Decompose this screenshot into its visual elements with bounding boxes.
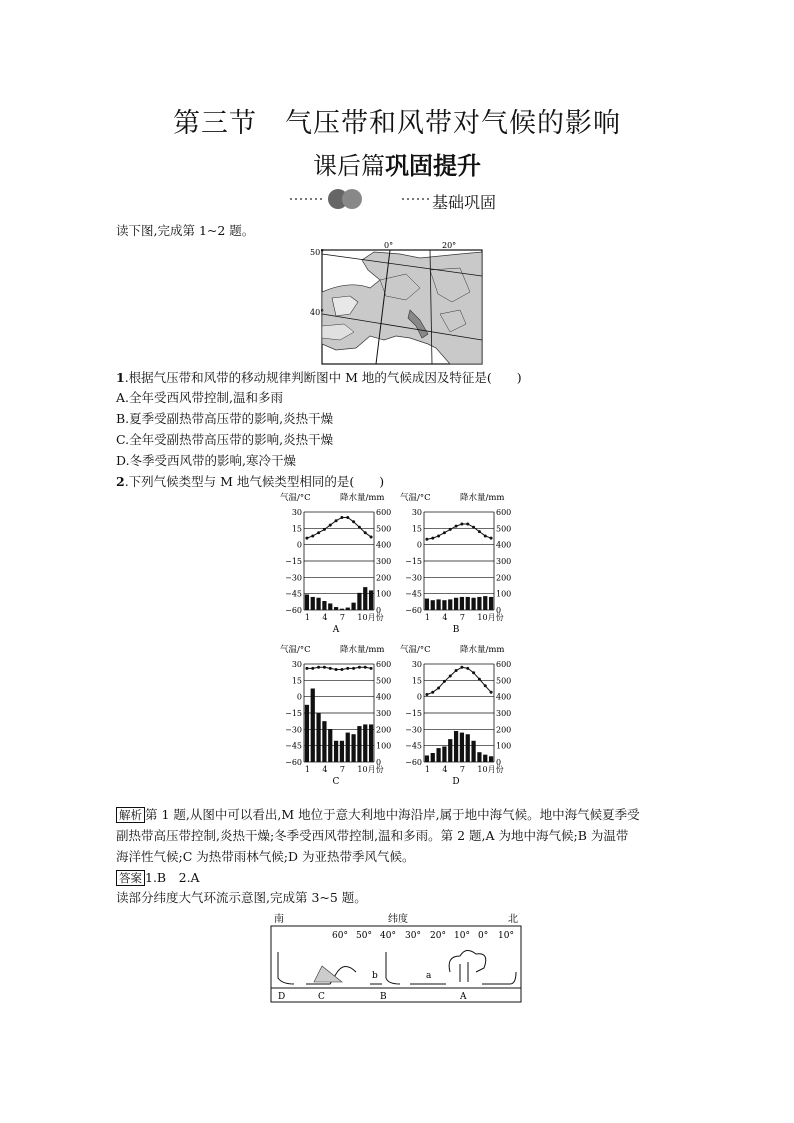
temp-point [478, 678, 481, 681]
temp-point [484, 684, 487, 687]
precip-bar [334, 607, 338, 610]
temp-tick-label: −60 [405, 606, 422, 615]
climate-chart-b [398, 490, 520, 640]
temp-tick-label: −30 [285, 573, 302, 583]
temp-tick-label: −15 [405, 709, 422, 718]
month-label: 1 [304, 613, 311, 622]
precip-tick-label: 100 [376, 589, 392, 599]
precip-bar [311, 689, 315, 763]
precip-tick-label: 500 [496, 524, 512, 534]
precip-tick-label: 400 [496, 692, 512, 702]
q1-option-b: B.夏季受副热带高压带的影响,炎热干燥 [116, 411, 334, 426]
temp-tick-label: −15 [285, 557, 302, 566]
temp-point [352, 667, 355, 670]
precip-bar [305, 705, 309, 762]
precip-bar [357, 593, 361, 610]
precip-bar [363, 587, 367, 610]
temp-point [425, 538, 428, 541]
temp-point [466, 667, 469, 670]
lat-40: 40° [380, 931, 396, 941]
precip-tick-label: 600 [376, 660, 392, 669]
question-1: 1.根据气压带和风带的移动规律判断图中 M 地的气候成因及特征是( ) [116, 370, 522, 385]
chart-letter: B [452, 625, 460, 635]
temp-tick-label: 15 [411, 524, 422, 534]
temp-point [437, 534, 440, 537]
precip-bar [425, 599, 429, 610]
temp-tick-label: 15 [411, 676, 422, 686]
temp-point [370, 667, 373, 670]
temp-tick-label: 15 [291, 524, 302, 534]
page-title: 第三节 气压带和风带对气候的影响 [173, 108, 621, 139]
precip-bar [483, 755, 487, 762]
temp-line [427, 667, 491, 694]
map-lat-40: 40° [310, 308, 325, 317]
precip-tick-label: 200 [496, 573, 512, 583]
zone-b: B [380, 992, 387, 1002]
temp-point [425, 693, 428, 696]
temp-tick-label: −60 [285, 606, 302, 615]
month-label: 1 [424, 613, 431, 622]
precip-bar [351, 734, 355, 762]
precip-tick-label: 100 [496, 589, 512, 599]
precip-bar [454, 731, 458, 762]
month-label: 4 [322, 613, 328, 622]
precip-bar [466, 734, 470, 762]
precip-bar [442, 746, 446, 762]
temp-line [307, 667, 371, 669]
month-label: 7 [339, 613, 346, 622]
month-label: 7 [459, 765, 466, 774]
precip-bar [471, 741, 475, 762]
temp-tick-label: −30 [405, 573, 422, 583]
precip-bar [305, 594, 309, 610]
month-label: 10月份 [357, 765, 384, 774]
precip-tick-label: 100 [376, 741, 392, 751]
map-lon-0: 0° [384, 241, 394, 250]
label-latitude: 纬度 [388, 914, 408, 925]
precip-axis-label: 降水量/mm [460, 645, 505, 655]
lat-10: 10° [454, 931, 470, 941]
temp-axis-label: 气温/°C [280, 645, 311, 655]
temp-point [340, 668, 343, 671]
temp-tick-label: 30 [291, 508, 302, 517]
temp-point [466, 522, 469, 525]
temp-tick-label: −15 [285, 709, 302, 718]
q1-option-d: D.冬季受西风带的影响,寒冷干燥 [116, 453, 297, 468]
precip-bar [369, 590, 373, 610]
precip-bar [328, 729, 332, 762]
precip-bar [340, 741, 344, 762]
precip-tick-label: 400 [496, 540, 512, 550]
precip-tick-label: 200 [496, 725, 512, 735]
chart-letter: A [332, 625, 340, 635]
precip-tick-label: 600 [496, 660, 512, 669]
temp-point [305, 667, 308, 670]
section-deco-icon [286, 186, 436, 212]
answer-tag: 答案 [116, 870, 145, 886]
temp-point [449, 528, 452, 531]
precip-tick-label: 600 [376, 508, 392, 517]
precip-bar [363, 724, 367, 762]
temp-axis-label: 气温/°C [400, 493, 431, 503]
temp-point [346, 667, 349, 670]
temp-point [431, 537, 434, 540]
temp-point [460, 522, 463, 525]
analysis-line-3: 海洋性气候;C 为热带雨林气候;D 为亚热带季风气候。 [116, 849, 415, 864]
intro-text-2: 读部分纬度大气环流示意图,完成第 3~5 题。 [116, 890, 367, 905]
temp-point [329, 667, 332, 670]
precip-bar [460, 733, 464, 762]
temp-point [329, 524, 332, 527]
temp-tick-label: 0 [296, 540, 302, 550]
precip-bar [442, 600, 446, 610]
precip-bar [340, 609, 344, 610]
chart-letter: D [452, 777, 460, 787]
precip-axis-label: 降水量/mm [460, 493, 505, 503]
temp-line [427, 524, 491, 539]
precip-bar [489, 597, 493, 610]
precip-bar [311, 597, 315, 610]
circulation-diagram [270, 912, 524, 1004]
precip-tick-label: 500 [376, 676, 392, 686]
temp-tick-label: −60 [285, 758, 302, 767]
temp-tick-label: −45 [405, 741, 422, 751]
zone-c: C [318, 992, 325, 1002]
map-lon-20: 20° [442, 241, 457, 250]
precip-tick-label: 0 [376, 758, 382, 767]
month-label: 4 [442, 765, 448, 774]
temp-point [311, 667, 314, 670]
temp-axis-label: 气温/°C [400, 645, 431, 655]
precip-bar [436, 599, 440, 610]
page-subtitle: 课后篇巩固提升 [313, 152, 481, 180]
precip-tick-label: 400 [376, 692, 392, 702]
temp-point [460, 666, 463, 669]
temp-tick-label: −15 [405, 557, 422, 566]
precip-bar [483, 596, 487, 610]
chart-letter: C [332, 777, 340, 787]
temp-point [317, 531, 320, 534]
month-label: 7 [339, 765, 346, 774]
precip-tick-label: 400 [376, 540, 392, 550]
precip-tick-label: 200 [376, 725, 392, 735]
precip-bar [489, 756, 493, 762]
precip-bar [471, 598, 475, 610]
month-label: 4 [442, 613, 448, 622]
temp-point [358, 526, 361, 529]
precip-tick-label: 0 [496, 758, 502, 767]
precip-tick-label: 600 [496, 508, 512, 517]
q1-option-c: C.全年受副热带高压带的影响,炎热干燥 [116, 432, 334, 447]
temp-point [335, 668, 338, 671]
temp-tick-label: −45 [285, 741, 302, 751]
europe-map [310, 240, 488, 368]
climate-chart-c [278, 642, 400, 792]
precip-bar [322, 601, 326, 610]
mark-b: b [372, 971, 378, 981]
precip-bar [460, 597, 464, 610]
month-label: 4 [322, 765, 328, 774]
temp-point [335, 519, 338, 522]
precip-bar [322, 721, 326, 762]
temp-tick-label: 0 [416, 692, 422, 702]
question-2: 2.下列气候类型与 M 地气候类型相同的是( ) [116, 474, 385, 489]
precip-bar [369, 724, 373, 762]
precip-tick-label: 500 [496, 676, 512, 686]
temp-point [317, 666, 320, 669]
temp-point [455, 669, 458, 672]
precip-bar [357, 726, 361, 762]
answer-line: 答案 1.B 2.A [116, 868, 200, 888]
zone-a: A [460, 992, 467, 1002]
climate-chart-a [278, 490, 400, 640]
precip-bar [328, 603, 332, 610]
zone-d: D [278, 992, 286, 1002]
temp-point [346, 516, 349, 519]
lat-10n: 10° [498, 931, 514, 941]
section-label: 基础巩固 [432, 193, 497, 212]
precip-tick-label: 0 [496, 606, 502, 615]
precip-tick-label: 300 [496, 709, 512, 718]
temp-point [455, 525, 458, 528]
climate-chart-d [398, 642, 520, 792]
temp-tick-label: −30 [405, 725, 422, 735]
precip-bar [346, 733, 350, 762]
temp-tick-label: −60 [405, 758, 422, 767]
temp-point [352, 520, 355, 523]
precip-bar [431, 753, 435, 762]
temp-point [305, 537, 308, 540]
temp-point [311, 534, 314, 537]
temp-tick-label: 30 [411, 508, 422, 517]
month-label: 10月份 [477, 613, 504, 622]
label-north: 北 [508, 914, 518, 925]
precip-bar [477, 752, 481, 762]
q1-option-a: A.全年受西风带控制,温和多雨 [116, 390, 283, 405]
mark-a: a [426, 971, 432, 981]
analysis-line-1: 解析 第 1 题,从图中可以看出,M 地位于意大利地中海沿岸,属于地中海气候。地中海气候夏季受 [116, 805, 640, 825]
precip-tick-label: 100 [496, 741, 512, 751]
precip-tick-label: 300 [496, 557, 512, 566]
temp-tick-label: −45 [285, 589, 302, 599]
temp-point [437, 686, 440, 689]
label-south: 南 [274, 914, 284, 925]
precip-axis-label: 降水量/mm [340, 493, 385, 503]
precip-bar [351, 603, 355, 610]
temp-tick-label: −45 [405, 589, 422, 599]
temp-point [340, 516, 343, 519]
month-label: 7 [459, 613, 466, 622]
lat-50: 50° [356, 931, 372, 941]
temp-point [490, 691, 493, 694]
temp-point [370, 536, 373, 539]
temp-tick-label: 0 [416, 540, 422, 550]
temp-point [443, 680, 446, 683]
precip-bar [477, 597, 481, 610]
temp-point [323, 528, 326, 531]
temp-axis-label: 气温/°C [280, 493, 311, 503]
temp-tick-label: −30 [285, 725, 302, 735]
lat-0: 0° [478, 931, 489, 941]
temp-point [443, 531, 446, 534]
temp-point [478, 530, 481, 533]
precip-bar [334, 741, 338, 762]
temp-line [307, 517, 371, 538]
precip-bar [316, 713, 320, 762]
temp-tick-label: 0 [296, 692, 302, 702]
month-label: 1 [424, 765, 431, 774]
precip-tick-label: 300 [376, 557, 392, 566]
temp-point [490, 537, 493, 540]
temp-point [364, 666, 367, 669]
precip-bar [454, 598, 458, 610]
precip-bar [448, 739, 452, 762]
precip-tick-label: 500 [376, 524, 392, 534]
precip-bar [448, 599, 452, 610]
precip-bar [466, 597, 470, 610]
precip-tick-label: 300 [376, 709, 392, 718]
temp-point [431, 691, 434, 694]
precip-bar [316, 598, 320, 610]
temp-point [364, 531, 367, 534]
month-label: 1 [304, 765, 311, 774]
analysis-line-2: 副热带高压带控制,炎热干燥;冬季受西风带控制,温和多雨。第 2 题,A 为地中海气候;B 为温带 [116, 828, 629, 843]
temp-point [323, 666, 326, 669]
precip-bar [346, 608, 350, 610]
precip-bar [436, 748, 440, 762]
precip-axis-label: 降水量/mm [340, 645, 385, 655]
temp-point [472, 671, 475, 674]
analysis-tag: 解析 [116, 807, 145, 823]
precip-tick-label: 0 [376, 606, 382, 615]
precip-bar [425, 755, 429, 762]
precip-tick-label: 200 [376, 573, 392, 583]
temp-point [358, 666, 361, 669]
intro-text: 读下图,完成第 1~2 题。 [116, 223, 255, 238]
map-lat-50: 50° [310, 248, 325, 257]
temp-tick-label: 30 [411, 660, 422, 669]
precip-bar [431, 600, 435, 610]
temp-tick-label: 15 [291, 676, 302, 686]
lat-30: 30° [405, 931, 421, 941]
lat-60: 60° [332, 931, 348, 941]
month-label: 10月份 [477, 765, 504, 774]
temp-point [472, 526, 475, 529]
temp-point [449, 674, 452, 677]
lat-20: 20° [430, 931, 446, 941]
temp-point [484, 534, 487, 537]
month-label: 10月份 [357, 613, 384, 622]
temp-tick-label: 30 [291, 660, 302, 669]
